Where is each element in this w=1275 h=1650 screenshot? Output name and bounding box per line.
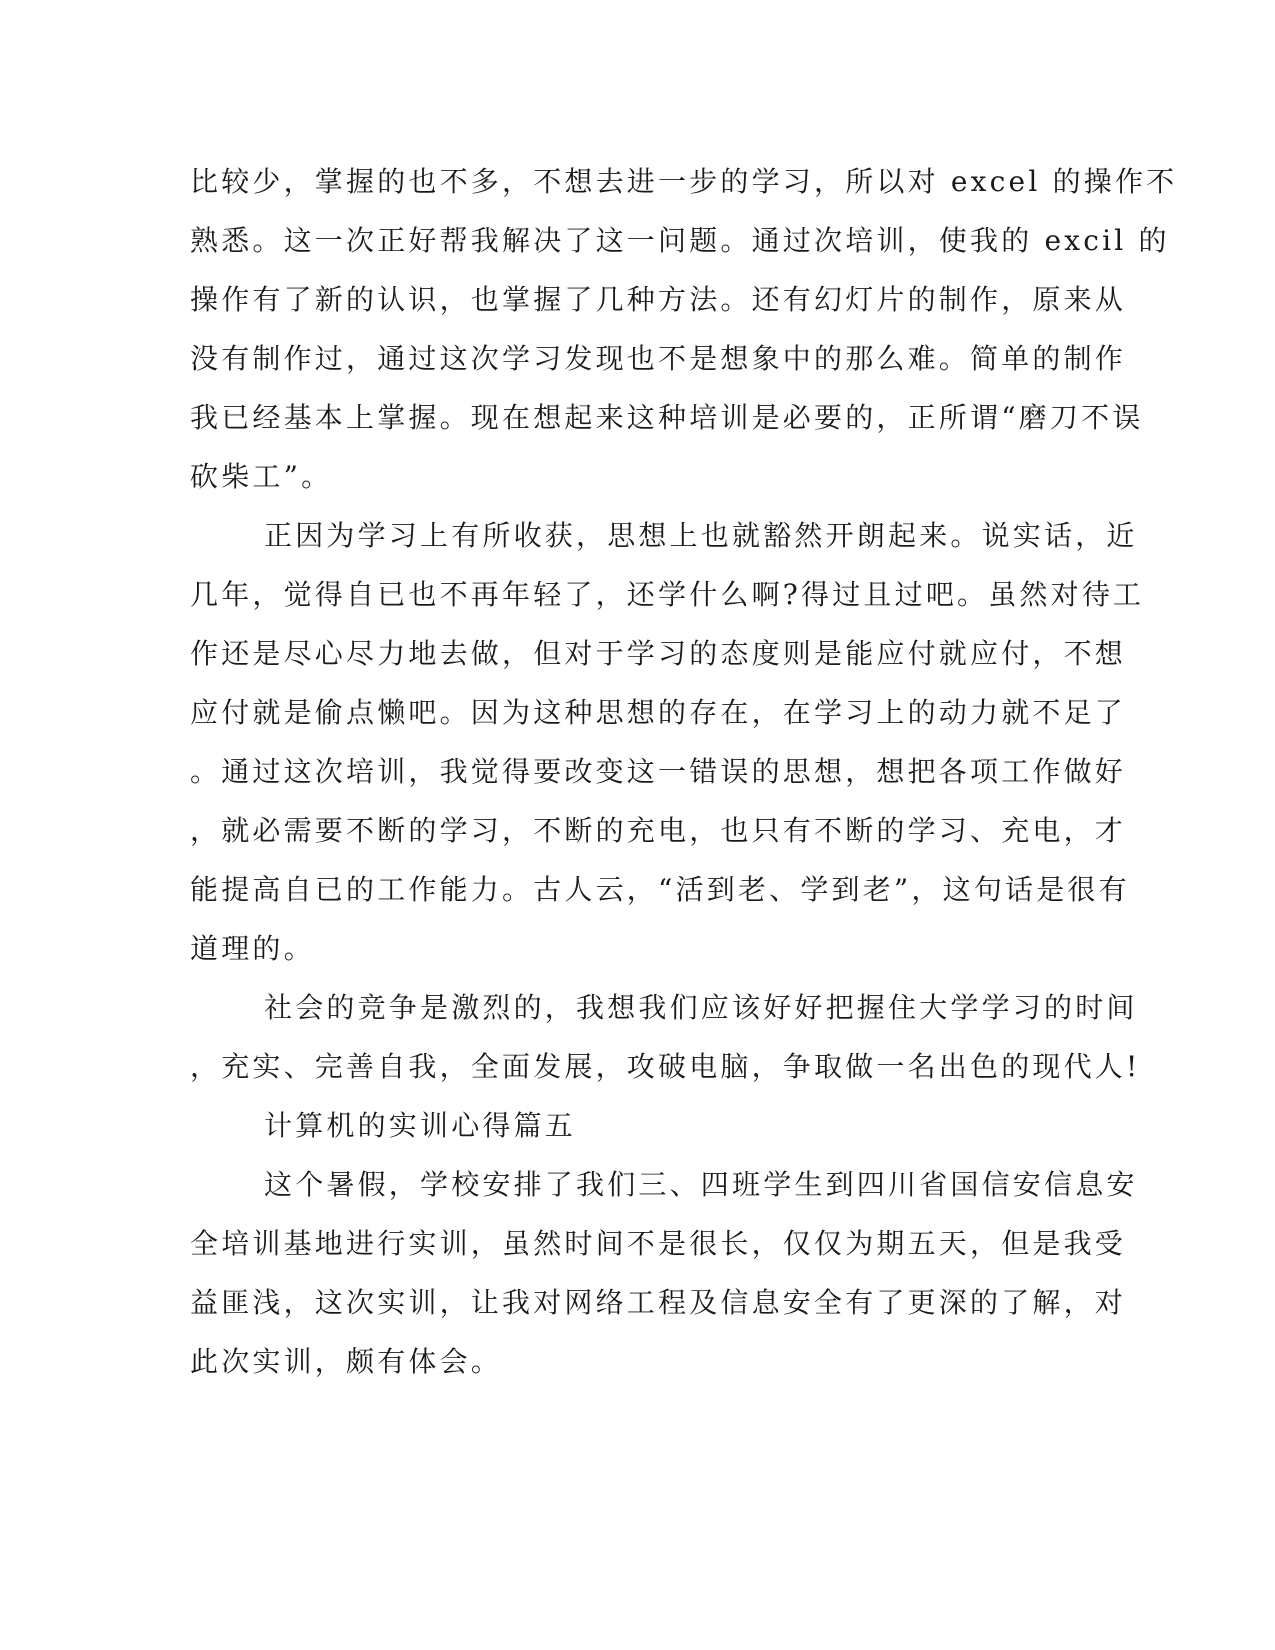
text-line: 我已经基本上掌握。现在想起来这种培训是必要的，正所谓“磨刀不误 — [190, 401, 1144, 434]
text-line: 几年，觉得自已也不再年轻了，还学什么啊?得过且过吧。虽然对待工 — [190, 578, 1145, 611]
text-line: 比较少，掌握的也不多，不想去进一步的学习，所以对 excel 的操作不 — [190, 165, 1178, 198]
text-line: 应付就是偷点懒吧。因为这种思想的存在，在学习上的动力就不足了 — [190, 696, 1127, 729]
text-line: 作还是尽心尽力地去做，但对于学习的态度则是能应付就应付，不想 — [190, 637, 1127, 670]
text-line: 。通过这次培训，我觉得要改变这一错误的思想，想把各项工作做好 — [190, 755, 1127, 788]
text-line: 没有制作过，通过这次学习发现也不是想象中的那么难。简单的制作 — [190, 342, 1127, 375]
text-line: ，就必需要不断的学习，不断的充电，也只有不断的学习、充电，才 — [190, 814, 1127, 847]
section-heading: 计算机的实训心得篇五 — [264, 1109, 577, 1142]
text-line: 熟悉。这一次正好帮我解决了这一问题。通过次培训，使我的 excil 的 — [190, 224, 1170, 257]
text-line: ，充实、完善自我，全面发展，攻破电脑，争取做一名出色的现代人! — [190, 1050, 1141, 1083]
text-line: 此次实训，颇有体会。 — [190, 1345, 503, 1378]
text-line: 操作有了新的认识，也掌握了几种方法。还有幻灯片的制作，原来从 — [190, 283, 1127, 316]
paragraph-first-line: 正因为学习上有所收获，思想上也就豁然开朗起来。说实话，近 — [264, 519, 1138, 552]
paragraph-first-line: 社会的竞争是激烈的，我想我们应该好好把握住大学学习的时间 — [264, 991, 1138, 1024]
text-line: 道理的。 — [190, 932, 315, 965]
paragraph-first-line: 这个暑假，学校安排了我们三、四班学生到四川省国信安信息安 — [264, 1168, 1138, 1201]
text-line: 砍柴工”。 — [190, 460, 333, 493]
text-line: 能提高自已的工作能力。古人云，“活到老、学到老”，这句话是很有 — [190, 873, 1130, 906]
text-line: 全培训基地进行实训，虽然时间不是很长，仅仅为期五天，但是我受 — [190, 1227, 1127, 1260]
text-line: 益匪浅，这次实训，让我对网络工程及信息安全有了更深的了解，对 — [190, 1286, 1127, 1319]
